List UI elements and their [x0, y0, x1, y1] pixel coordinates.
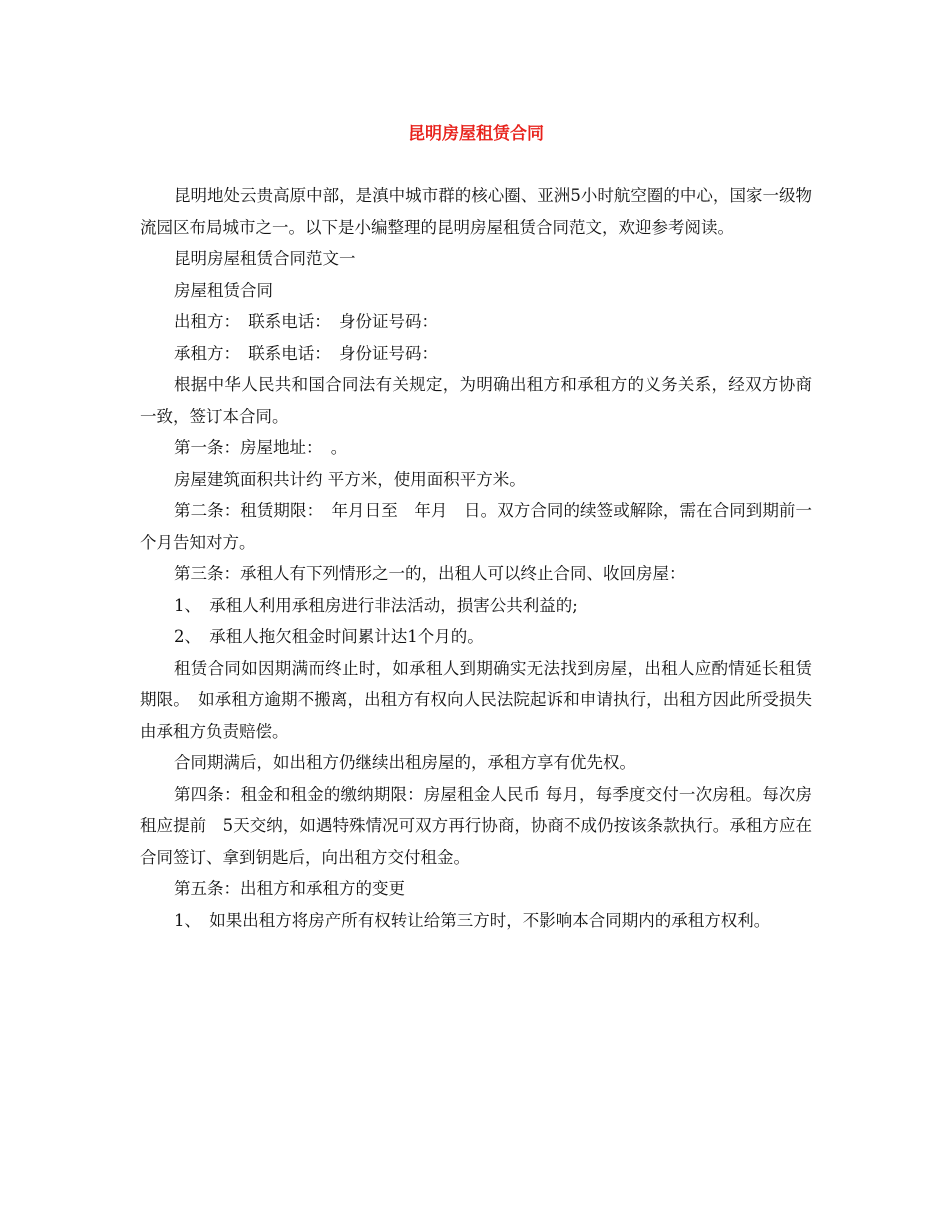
paragraph-article-2: 第二条：租赁期限： 年月日至 年月 日。双方合同的续签或解除，需在合同到期前一个月告知对方。 [140, 501, 812, 552]
paragraph-item-2: 2、 承租人拖欠租金时间累计达1个月的。 [174, 627, 484, 646]
paragraph-intro: 昆明地处云贵高原中部，是滇中城市群的核心圈、亚洲5小时航空圈的中心，国家一级物流园区布局城市之一。以下是小编整理的昆明房屋租赁合同范文，欢迎参考阅读。 [140, 186, 812, 237]
paragraph-lessor: 出租方： 联系电话： 身份证号码： [174, 312, 438, 331]
paragraph-article-4: 第四条：租金和租金的缴纳期限：房屋租金人民币 每月，每季度交付一次房租。每次房租应提前 5天交纳，如遇特殊情况可双方再行协商，协商不成仍按该条款执行。承租方应在合同签订、拿到钥匙后，向出租方交付租金。 [140, 784, 812, 867]
paragraph-sample-heading: 昆明房屋租赁合同范文一 [174, 249, 356, 268]
paragraph-area: 房屋建筑面积共计约 平方米，使用面积平方米。 [174, 469, 526, 489]
paragraph-contract-heading: 房屋租赁合同 [174, 280, 273, 300]
paragraph-article-5: 第五条：出租方和承租方的变更 [174, 879, 405, 898]
paragraph-lessee: 承租方： 联系电话： 身份证号码： [174, 343, 438, 363]
paragraph-article-1: 第一条：房屋地址： 。 [174, 438, 348, 457]
paragraph-preamble: 根据中华人民共和国合同法有关规定，为明确出租方和承租方的义务关系，经双方协商一致，签订本合同。 [140, 375, 812, 426]
paragraph-item-1: 1、 承租人利用承租房进行非法活动，损害公共利益的; [174, 595, 578, 615]
paragraph-priority: 合同期满后，如出租方仍继续出租房屋的，承租方享有优先权。 [174, 753, 636, 772]
paragraph-article-3: 第三条：承租人有下列情形之一的，出租人可以终止合同、收回房屋： [174, 564, 686, 583]
document-title: 昆明房屋租赁合同 [408, 124, 544, 144]
paragraph-termination: 租赁合同如因期满而终止时，如承租人到期确实无法找到房屋，出租人应酌情延长租赁期限。 如承租方逾期不搬离，出租方有权向人民法院起诉和申请执行，出租方因此所受损失由承租方负责赔偿。 [140, 658, 812, 741]
document-page [140, 120, 812, 936]
paragraph-item-5-1: 1、 如果出租方将房产所有权转让给第三方时，不影响本合同期内的承租方权利。 [174, 910, 771, 930]
document-body [140, 180, 812, 936]
